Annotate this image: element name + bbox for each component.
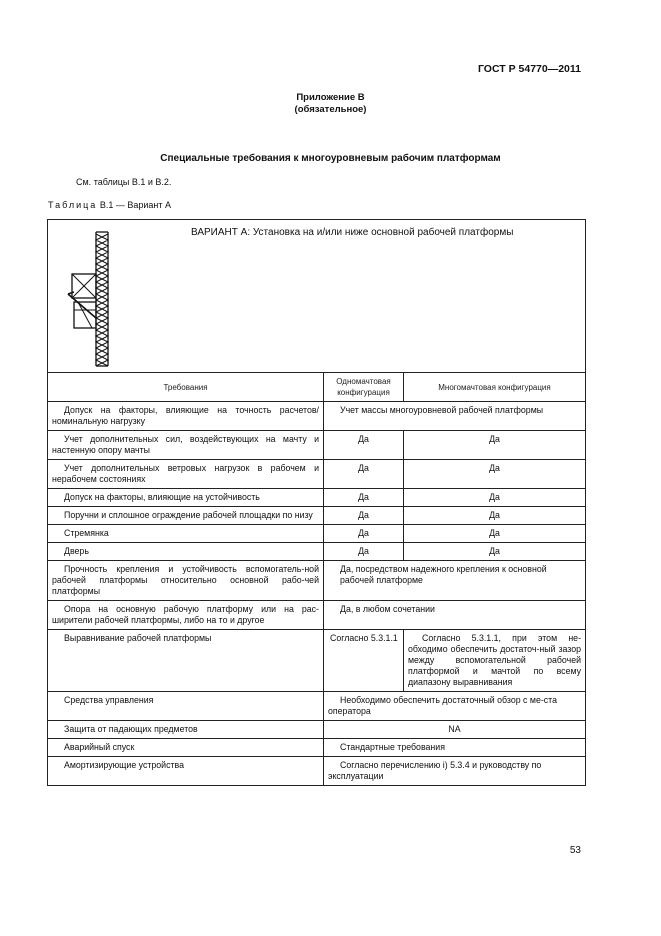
multi-mast-value: Да (404, 431, 586, 460)
appendix-title: Приложение В (296, 92, 365, 103)
variant-title: ВАРИАНТ А: Установка на и/или ниже основной рабочей платформы (191, 227, 514, 238)
table-row (48, 739, 586, 757)
single-mast-value: Да (324, 489, 404, 507)
merged-value-cell: Стандартные требования (324, 739, 586, 757)
merged-value-cell: NA (324, 721, 586, 739)
table-row (48, 460, 586, 489)
single-mast-value: Да (324, 525, 404, 543)
see-tables-note: См. таблицы В.1 и В.2. (76, 177, 172, 187)
variant-illustration-cell (48, 220, 586, 373)
table-row (48, 402, 586, 431)
table-row (48, 507, 586, 525)
requirement-cell: Средства управления (48, 692, 324, 721)
section-title: Специальные требования к многоуровневым рабочим платформам (160, 153, 501, 164)
table-row (48, 543, 586, 561)
requirement-cell: Учет дополнительных сил, воздействующих на мачту и настенную опору мачты (48, 431, 324, 460)
requirement-cell: Учет дополнительных ветровых нагрузок в рабочем и нерабочем состояниях (48, 460, 324, 489)
header-single-mast: Одномачтовая конфигурация (324, 373, 404, 402)
appendix-heading (0, 92, 661, 116)
multi-mast-value: Да (404, 507, 586, 525)
standard-designation: ГОСТ Р 54770—2011 (477, 63, 581, 75)
table-row (48, 601, 586, 630)
merged-value-cell: Необходимо обеспечить достаточный обзор с ме-ста оператора (324, 692, 586, 721)
header-multi-mast: Многомачтовая конфигурация (404, 373, 586, 402)
single-mast-value: Да (324, 460, 404, 489)
requirement-cell: Допуск на факторы, влияющие на устойчивость (48, 489, 324, 507)
header-requirements: Требования (48, 373, 324, 402)
single-mast-value: Да (324, 543, 404, 561)
merged-value-cell: Да, в любом сочетании (324, 601, 586, 630)
table-header-row (48, 373, 586, 402)
table-row (48, 525, 586, 543)
multi-mast-value: Да (404, 489, 586, 507)
appendix-status: (обязательное) (294, 104, 367, 115)
merged-value-cell: Согласно перечислению i) 5.3.4 и руководству по эксплуатации (324, 757, 586, 786)
requirement-cell: Выравнивание рабочей платформы (48, 630, 324, 692)
table-row (48, 431, 586, 460)
merged-value-cell: Учет массы многоуровневой рабочей платформы (324, 402, 586, 431)
multi-mast-value: Согласно 5.3.1.1, при этом не-обходимо обеспечить достаточ-ный зазор между вспомогательной рабочей платформой и мачтой по всему диапазону выравнивания (404, 630, 586, 692)
requirement-cell: Амортизирующие устройства (48, 757, 324, 786)
requirement-cell: Поручни и сплошное ограждение рабочей площадки по низу (48, 507, 324, 525)
variant-a-table (47, 219, 586, 786)
multi-mast-value: Да (404, 543, 586, 561)
multi-mast-value: Да (404, 460, 586, 489)
single-mast-value: Да (324, 431, 404, 460)
mast-platform-drawing (66, 230, 126, 370)
requirement-cell: Защита от падающих предметов (48, 721, 324, 739)
table-row (48, 757, 586, 786)
table-caption (48, 200, 171, 210)
requirement-cell: Прочность крепления и устойчивость вспомогатель-ной рабочей платформы относительно основной рабо-чей платформы (48, 561, 324, 601)
single-mast-value: Согласно 5.3.1.1 (324, 630, 404, 692)
table-row (48, 630, 586, 692)
table-row (48, 561, 586, 601)
requirement-cell: Стремянка (48, 525, 324, 543)
multi-mast-value: Да (404, 525, 586, 543)
requirement-cell: Аварийный спуск (48, 739, 324, 757)
table-illustration-row (48, 220, 586, 373)
table-caption-rest: В.1 — Вариант А (99, 200, 171, 210)
page-number: 53 (569, 845, 581, 856)
table-row (48, 489, 586, 507)
table-row (48, 721, 586, 739)
table-row (48, 692, 586, 721)
requirement-cell: Допуск на факторы, влияющие на точность расчетов/ номинальную нагрузку (48, 402, 324, 431)
single-mast-value: Да (324, 507, 404, 525)
merged-value-cell: Да, посредством надежного крепления к основной рабочей платформе (324, 561, 586, 601)
requirement-cell: Дверь (48, 543, 324, 561)
requirement-cell: Опора на основную рабочую платформу или на рас-ширители рабочей платформы, либо на то и другое (48, 601, 324, 630)
table-caption-word: Таблица (48, 200, 98, 210)
